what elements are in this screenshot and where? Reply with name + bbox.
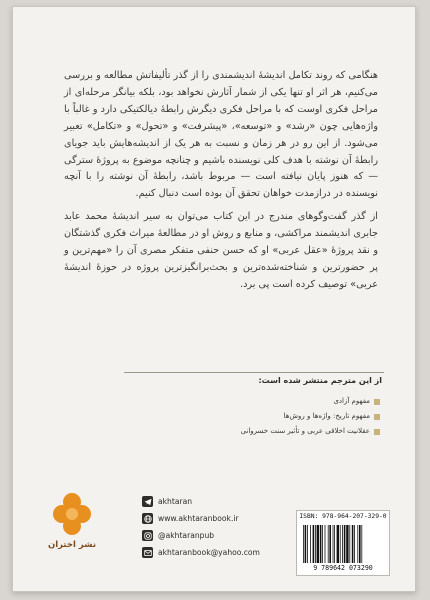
bullet-icon xyxy=(374,399,380,405)
body-paragraph-1: هنگامی که روند تکامل اندیشهٔ اندیشمندی را از گذر تألیفاتش مطالعه و بررسی می‌کنیم، هر اثر او تنها یکی از شمار آثارش نخواهد بود، بلکه بیانگر مرحله‌ای از مراحل فکری اوست که با مراحل فکری دیگرش رابطهٔ دیالکتیکی دارد و غالباً با واژه‌هایی چون «رشد» و «توسعه»، «پیشرفت» و «تحول» و «تکامل» تعبیر می‌شود. از این رو در هر زمان و نسبت به هر یک از اندیشه‌هایش باید جویای رابطهٔ آن نوشته با هدف کلی نویسنده باشیم و چنانچه موضوع به پروژهٔ سترگی — که هنوز پایان نیافته است — مربوط باشد، رابطهٔ آن نوشته را با آنچه نویسنده در درازمدت خواهان تحقق آن بوده است دنبال کنیم. xyxy=(64,70,378,200)
back-cover xyxy=(12,6,416,592)
book-title: عقلانیت اخلاقی عربی و تأثیر سنت خسروانی xyxy=(240,427,370,435)
contact-email[interactable] xyxy=(142,544,282,561)
contact-text: akhtaranbook@yahoo.com xyxy=(158,548,260,557)
book-title: مفهوم تاریخ: واژه‌ها و روش‌ها xyxy=(283,412,370,420)
other-books-title: از این مترجم منتشر شده است: xyxy=(258,376,382,385)
body-text xyxy=(64,68,378,300)
email-icon xyxy=(142,547,153,558)
contact-instagram[interactable] xyxy=(142,527,282,544)
instagram-icon xyxy=(142,530,153,541)
isbn-barcode-box xyxy=(296,510,390,576)
section-divider xyxy=(124,372,384,373)
contact-telegram[interactable] xyxy=(142,493,282,510)
barcode-image xyxy=(303,525,383,563)
publisher-logo xyxy=(46,490,98,570)
book-item xyxy=(172,409,380,424)
book-title: مفهوم آزادی xyxy=(333,397,370,405)
publisher-name: نشر اختران xyxy=(47,540,97,550)
book-item xyxy=(172,424,380,439)
other-books-list xyxy=(172,394,380,439)
bullet-icon xyxy=(374,414,380,420)
isbn-number: 9 789642 073290 xyxy=(313,564,373,572)
publisher-logo-icon xyxy=(46,490,98,540)
body-paragraph-2: از گذر گفت‌وگوهای مندرج در این کتاب می‌توان به سیر اندیشهٔ محمد عابد جابری اندیشمند مراکشی، و منابع و روش او در مطالعهٔ میراث فکری گذشتگان و نقد پروژهٔ «عقل عربی» او که حسن حنفی متفکر مصری آن را «مهم‌ترین و پر حضورترین و شناخته‌شده‌ترین و بحث‌برانگیزترین پروژه در حوزهٔ اندیشهٔ عربی» توصیف کرده است پی برد. xyxy=(64,211,378,290)
book-item xyxy=(172,394,380,409)
contact-list xyxy=(142,493,282,561)
contact-website[interactable] xyxy=(142,510,282,527)
isbn-label: ISBN: 978-964-207-329-0 xyxy=(299,513,387,520)
contact-text: @akhtaranpub xyxy=(158,531,215,540)
telegram-icon xyxy=(142,496,153,507)
contact-text: akhtaran xyxy=(158,497,193,506)
bullet-icon xyxy=(374,429,380,435)
globe-icon xyxy=(142,513,153,524)
contact-text: www.akhtaranbook.ir xyxy=(158,514,239,523)
